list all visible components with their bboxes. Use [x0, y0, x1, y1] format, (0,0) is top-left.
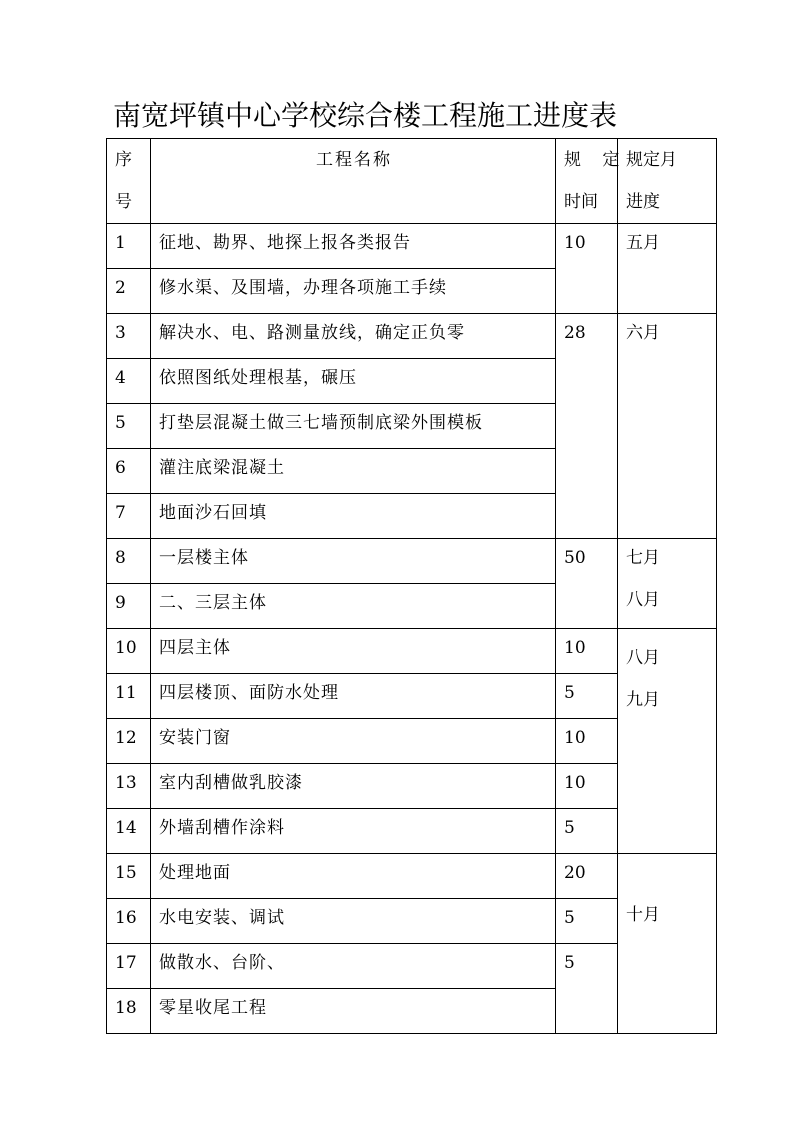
task-name: 安装门窗 [151, 719, 556, 764]
row-number: 10 [107, 629, 151, 674]
month-cell: 六月 [618, 314, 717, 539]
task-name: 水电安装、调试 [151, 899, 556, 944]
row-number: 14 [107, 809, 151, 854]
header-task-name: 工程名称 [151, 139, 556, 224]
task-name: 修水渠、及围墙，办理各项施工手续 [151, 269, 556, 314]
header-duration [556, 139, 628, 224]
task-name: 解决水、电、路测量放线，确定正负零 [151, 314, 556, 359]
header-month-line-2: 进度 [626, 192, 660, 212]
header-month-line-1: 规定月 [626, 150, 677, 170]
header-duration-line-1: 规 定 [564, 150, 628, 170]
header-month [618, 139, 717, 224]
duration-cell: 5 [556, 809, 618, 854]
row-number: 11 [107, 674, 151, 719]
duration-cell: 20 [556, 854, 618, 899]
month-line: 七月 [626, 548, 660, 568]
schedule-table [106, 138, 717, 1034]
task-name: 四层楼顶、面防水处理 [151, 674, 556, 719]
table-row [107, 539, 717, 584]
row-number: 3 [107, 314, 151, 359]
duration-cell: 28 [556, 314, 618, 539]
duration-cell: 10 [556, 764, 618, 809]
month-line: 八月 [626, 648, 660, 668]
month-cell: 五月 [618, 224, 717, 314]
task-name: 做散水、台阶、 [151, 944, 556, 989]
row-number: 1 [107, 224, 151, 269]
task-name: 依照图纸处理根基，碾压 [151, 359, 556, 404]
month-cell [618, 539, 717, 629]
duration-cell: 10 [556, 629, 618, 674]
row-number: 2 [107, 269, 151, 314]
table-row [107, 224, 717, 269]
duration-cell: 5 [556, 899, 618, 944]
task-name: 外墙刮槽作涂料 [151, 809, 556, 854]
header-number [107, 139, 151, 224]
month-cell: 十月 [618, 854, 717, 1034]
duration-cell: 10 [556, 719, 618, 764]
task-name: 打垫层混凝土做三七墙预制底梁外围模板 [151, 404, 556, 449]
row-number: 15 [107, 854, 151, 899]
row-number: 9 [107, 584, 151, 629]
task-name: 征地、勘界、地探上报各类报告 [151, 224, 556, 269]
row-number: 16 [107, 899, 151, 944]
row-number: 8 [107, 539, 151, 584]
task-name: 一层楼主体 [151, 539, 556, 584]
task-name: 处理地面 [151, 854, 556, 899]
table-row [107, 314, 717, 359]
task-name: 二、三层主体 [151, 584, 556, 629]
row-number: 5 [107, 404, 151, 449]
table-header-row [107, 139, 717, 224]
task-name: 四层主体 [151, 629, 556, 674]
row-number: 6 [107, 449, 151, 494]
task-name: 零星收尾工程 [151, 989, 556, 1034]
row-number: 7 [107, 494, 151, 539]
duration-cell: 5 [556, 674, 618, 719]
header-duration-line-2: 时间 [564, 192, 598, 212]
month-cell [618, 629, 717, 854]
row-number: 17 [107, 944, 151, 989]
row-number: 4 [107, 359, 151, 404]
row-number: 12 [107, 719, 151, 764]
duration-cell: 50 [556, 539, 618, 629]
header-number-line-2: 号 [115, 192, 132, 212]
month-line: 八月 [626, 590, 660, 610]
row-number: 13 [107, 764, 151, 809]
task-name: 地面沙石回填 [151, 494, 556, 539]
task-name: 室内刮槽做乳胶漆 [151, 764, 556, 809]
task-name: 灌注底梁混凝土 [151, 449, 556, 494]
duration-cell: 5 [556, 944, 618, 1034]
header-number-line-1: 序 [115, 150, 132, 170]
document-title: 南宽坪镇中心学校综合楼工程施工进度表 [113, 99, 618, 132]
duration-cell: 10 [556, 224, 618, 314]
month-line: 九月 [626, 690, 660, 710]
table-row [107, 629, 717, 674]
table-row [107, 854, 717, 899]
row-number: 18 [107, 989, 151, 1034]
